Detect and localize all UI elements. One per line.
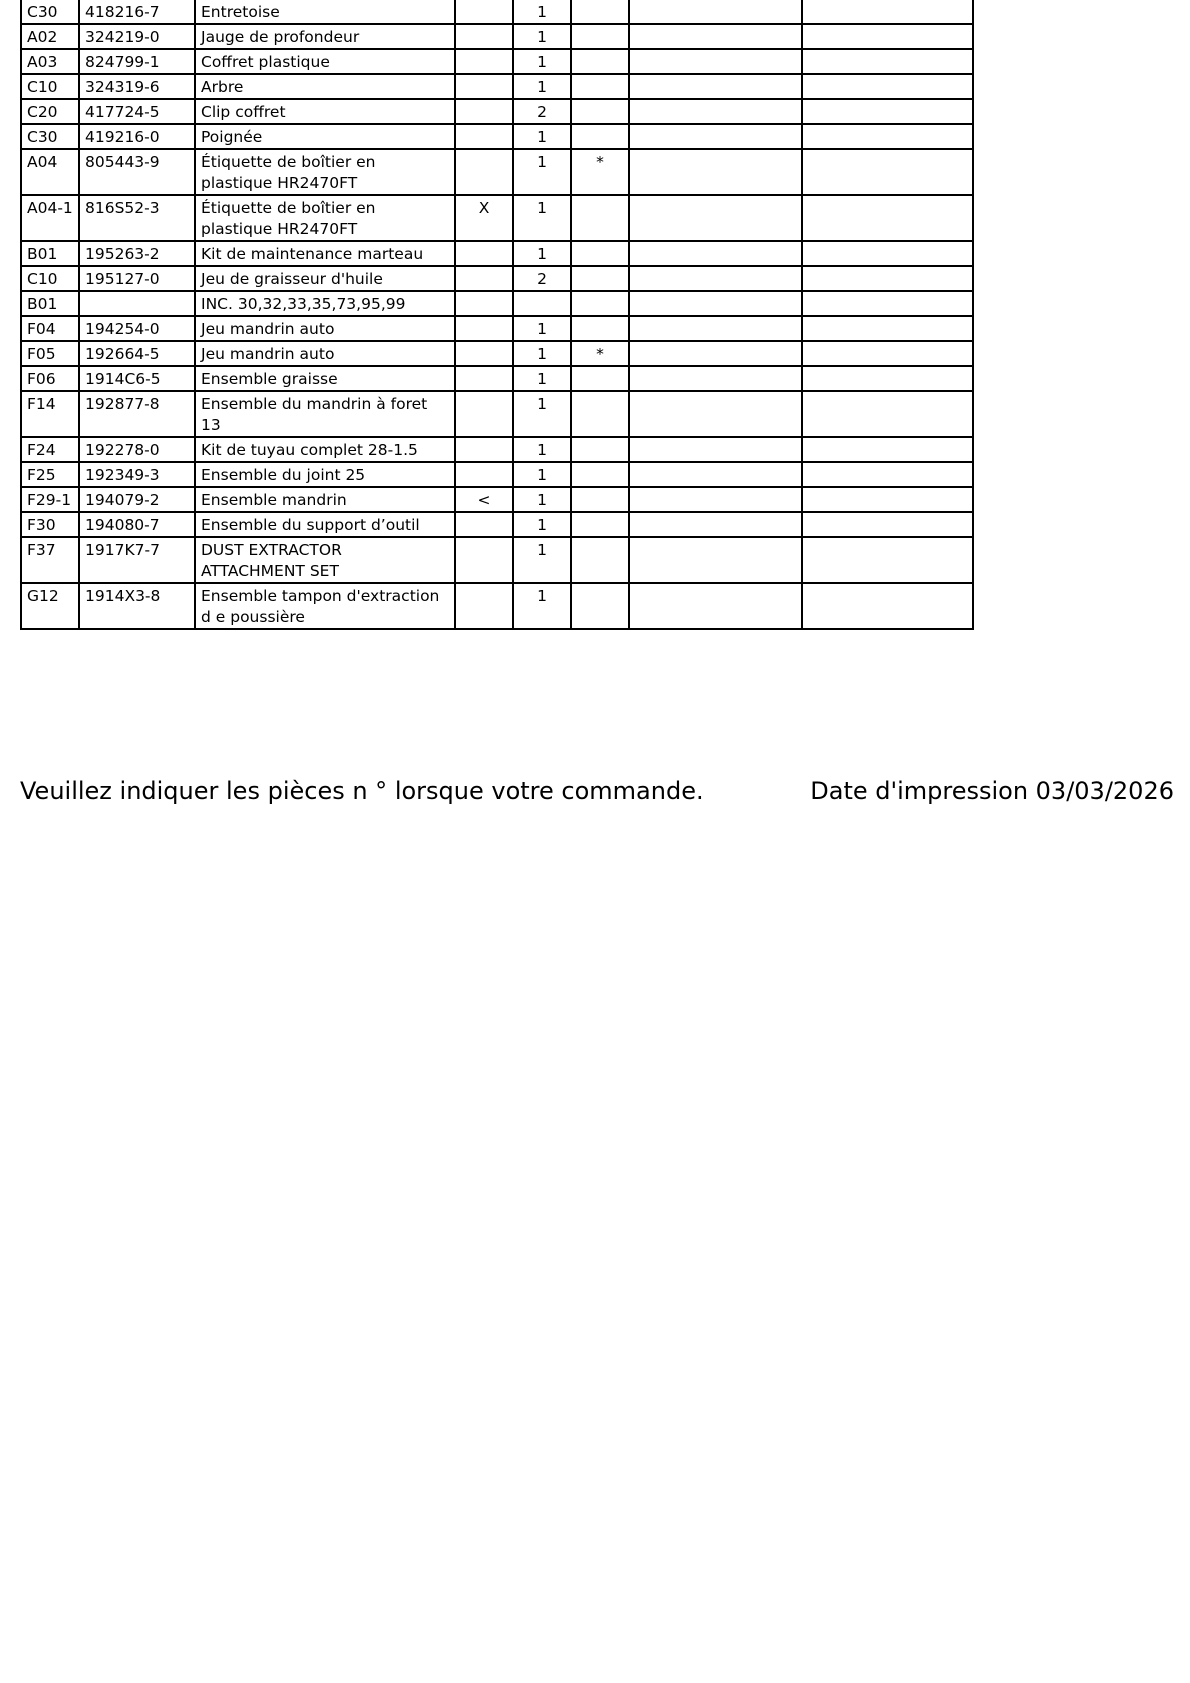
parts-table <box>20 0 974 630</box>
table-row <box>21 583 973 629</box>
note-cell <box>571 99 629 124</box>
quantity-cell: 1 <box>513 24 571 49</box>
description-cell: Ensemble graisse <box>195 366 455 391</box>
description-cell: Jeu mandrin auto <box>195 341 455 366</box>
blank-cell <box>629 149 802 195</box>
table-row <box>21 462 973 487</box>
description-cell: Arbre <box>195 74 455 99</box>
description-cell: Poignée <box>195 124 455 149</box>
blank-cell <box>802 0 973 24</box>
table-row <box>21 316 973 341</box>
blank-cell <box>802 316 973 341</box>
description-cell: Coffret plastique <box>195 49 455 74</box>
blank-cell <box>802 366 973 391</box>
note-cell <box>571 462 629 487</box>
flag-cell <box>455 316 513 341</box>
quantity-cell: 1 <box>513 512 571 537</box>
note-cell <box>571 366 629 391</box>
note-cell <box>571 241 629 266</box>
blank-cell <box>802 437 973 462</box>
part-number-cell: 194080-7 <box>79 512 195 537</box>
part-number-cell: 417724-5 <box>79 99 195 124</box>
part-number-cell: 324219-0 <box>79 24 195 49</box>
flag-cell <box>455 512 513 537</box>
note-cell <box>571 0 629 24</box>
blank-cell <box>629 291 802 316</box>
blank-cell <box>629 487 802 512</box>
order-instruction-text: Veuillez indiquer les pièces n ° lorsque votre commande. <box>20 777 704 805</box>
ref-cell: B01 <box>21 291 79 316</box>
ref-cell: F05 <box>21 341 79 366</box>
note-cell <box>571 195 629 241</box>
table-row <box>21 512 973 537</box>
quantity-cell: 1 <box>513 241 571 266</box>
description-cell: Ensemble du joint 25 <box>195 462 455 487</box>
part-number-cell: 816S52-3 <box>79 195 195 241</box>
part-number-cell: 195263-2 <box>79 241 195 266</box>
blank-cell <box>629 583 802 629</box>
table-row <box>21 437 973 462</box>
note-cell <box>571 266 629 291</box>
part-number-cell: 418216-7 <box>79 0 195 24</box>
flag-cell <box>455 537 513 583</box>
quantity-cell: 1 <box>513 366 571 391</box>
note-cell <box>571 291 629 316</box>
flag-cell: X <box>455 195 513 241</box>
description-cell: Clip coffret <box>195 99 455 124</box>
note-cell <box>571 74 629 99</box>
ref-cell: A03 <box>21 49 79 74</box>
part-number-cell: 824799-1 <box>79 49 195 74</box>
part-number-cell: 192349-3 <box>79 462 195 487</box>
note-cell <box>571 316 629 341</box>
flag-cell <box>455 437 513 462</box>
part-number-cell: 324319-6 <box>79 74 195 99</box>
quantity-cell: 1 <box>513 0 571 24</box>
description-cell: INC. 30,32,33,35,73,95,99 <box>195 291 455 316</box>
ref-cell: F06 <box>21 366 79 391</box>
flag-cell <box>455 291 513 316</box>
blank-cell <box>629 241 802 266</box>
part-number-cell: 192877-8 <box>79 391 195 437</box>
table-row <box>21 241 973 266</box>
flag-cell <box>455 149 513 195</box>
description-cell: Ensemble du mandrin à foret 13 <box>195 391 455 437</box>
quantity-cell: 1 <box>513 437 571 462</box>
blank-cell <box>629 462 802 487</box>
flag-cell <box>455 366 513 391</box>
description-cell: Jeu de graisseur d'huile <box>195 266 455 291</box>
quantity-cell: 1 <box>513 391 571 437</box>
blank-cell <box>802 241 973 266</box>
flag-cell <box>455 266 513 291</box>
blank-cell <box>802 266 973 291</box>
table-row <box>21 149 973 195</box>
part-number-cell: 1917K7-7 <box>79 537 195 583</box>
note-cell <box>571 49 629 74</box>
quantity-cell: 1 <box>513 74 571 99</box>
part-number-cell: 805443-9 <box>79 149 195 195</box>
table-row <box>21 124 973 149</box>
quantity-cell: 1 <box>513 316 571 341</box>
description-cell: Ensemble du support d’outil <box>195 512 455 537</box>
blank-cell <box>802 24 973 49</box>
blank-cell <box>802 583 973 629</box>
print-date-text: Date d'impression 03/03/2026 <box>810 777 1174 805</box>
note-cell <box>571 437 629 462</box>
note-cell <box>571 391 629 437</box>
ref-cell: G12 <box>21 583 79 629</box>
blank-cell <box>629 24 802 49</box>
description-cell: Étiquette de boîtier en plastique HR2470FT <box>195 149 455 195</box>
quantity-cell: 1 <box>513 341 571 366</box>
blank-cell <box>629 49 802 74</box>
blank-cell <box>802 99 973 124</box>
table-row <box>21 99 973 124</box>
table-row <box>21 24 973 49</box>
blank-cell <box>629 316 802 341</box>
table-row <box>21 366 973 391</box>
blank-cell <box>802 195 973 241</box>
blank-cell <box>629 341 802 366</box>
part-number-cell: 195127-0 <box>79 266 195 291</box>
quantity-cell: 1 <box>513 537 571 583</box>
flag-cell <box>455 24 513 49</box>
part-number-cell: 1914C6-5 <box>79 366 195 391</box>
part-number-cell: 419216-0 <box>79 124 195 149</box>
quantity-cell: 1 <box>513 49 571 74</box>
table-row <box>21 74 973 99</box>
description-cell: Jauge de profondeur <box>195 24 455 49</box>
note-cell <box>571 124 629 149</box>
description-cell: Étiquette de boîtier en plastique HR2470FT <box>195 195 455 241</box>
table-row <box>21 291 973 316</box>
description-cell: Entretoise <box>195 0 455 24</box>
ref-cell: F37 <box>21 537 79 583</box>
table-row <box>21 195 973 241</box>
ref-cell: C30 <box>21 0 79 24</box>
table-row <box>21 537 973 583</box>
table-row <box>21 341 973 366</box>
quantity-cell: 1 <box>513 124 571 149</box>
flag-cell <box>455 241 513 266</box>
description-cell: Kit de maintenance marteau <box>195 241 455 266</box>
blank-cell <box>629 74 802 99</box>
quantity-cell: 1 <box>513 149 571 195</box>
quantity-cell: 1 <box>513 195 571 241</box>
part-number-cell: 194254-0 <box>79 316 195 341</box>
note-cell <box>571 24 629 49</box>
blank-cell <box>629 124 802 149</box>
part-number-cell: 194079-2 <box>79 487 195 512</box>
flag-cell: < <box>455 487 513 512</box>
ref-cell: F14 <box>21 391 79 437</box>
blank-cell <box>802 462 973 487</box>
description-cell: Ensemble tampon d'extraction d e poussière <box>195 583 455 629</box>
part-number-cell <box>79 291 195 316</box>
flag-cell <box>455 99 513 124</box>
ref-cell: F04 <box>21 316 79 341</box>
quantity-cell: 1 <box>513 487 571 512</box>
blank-cell <box>629 99 802 124</box>
blank-cell <box>802 537 973 583</box>
part-number-cell: 1914X3-8 <box>79 583 195 629</box>
description-cell: DUST EXTRACTOR ATTACHMENT SET <box>195 537 455 583</box>
blank-cell <box>629 195 802 241</box>
quantity-cell <box>513 291 571 316</box>
ref-cell: F24 <box>21 437 79 462</box>
table-row <box>21 49 973 74</box>
blank-cell <box>629 266 802 291</box>
blank-cell <box>629 391 802 437</box>
description-cell: Ensemble mandrin <box>195 487 455 512</box>
description-cell: Jeu mandrin auto <box>195 316 455 341</box>
ref-cell: F30 <box>21 512 79 537</box>
note-cell <box>571 487 629 512</box>
ref-cell: C20 <box>21 99 79 124</box>
table-row <box>21 391 973 437</box>
parts-table-body <box>21 0 973 629</box>
part-number-cell: 192278-0 <box>79 437 195 462</box>
blank-cell <box>629 512 802 537</box>
ref-cell: A04-1 <box>21 195 79 241</box>
blank-cell <box>802 391 973 437</box>
ref-cell: A04 <box>21 149 79 195</box>
note-cell: * <box>571 341 629 366</box>
ref-cell: C30 <box>21 124 79 149</box>
ref-cell: C10 <box>21 74 79 99</box>
ref-cell: B01 <box>21 241 79 266</box>
flag-cell <box>455 124 513 149</box>
note-cell <box>571 512 629 537</box>
ref-cell: F29-1 <box>21 487 79 512</box>
ref-cell: C10 <box>21 266 79 291</box>
flag-cell <box>455 341 513 366</box>
blank-cell <box>629 437 802 462</box>
table-row <box>21 266 973 291</box>
ref-cell: A02 <box>21 24 79 49</box>
quantity-cell: 1 <box>513 583 571 629</box>
quantity-cell: 2 <box>513 99 571 124</box>
note-cell: * <box>571 149 629 195</box>
blank-cell <box>802 74 973 99</box>
table-row <box>21 487 973 512</box>
note-cell <box>571 583 629 629</box>
quantity-cell: 1 <box>513 462 571 487</box>
description-cell: Kit de tuyau complet 28-1.5 <box>195 437 455 462</box>
blank-cell <box>802 487 973 512</box>
flag-cell <box>455 462 513 487</box>
part-number-cell: 192664-5 <box>79 341 195 366</box>
blank-cell <box>802 512 973 537</box>
blank-cell <box>802 291 973 316</box>
flag-cell <box>455 74 513 99</box>
flag-cell <box>455 583 513 629</box>
blank-cell <box>802 49 973 74</box>
flag-cell <box>455 391 513 437</box>
table-row <box>21 0 973 24</box>
blank-cell <box>629 537 802 583</box>
quantity-cell: 2 <box>513 266 571 291</box>
blank-cell <box>802 341 973 366</box>
blank-cell <box>629 366 802 391</box>
blank-cell <box>629 0 802 24</box>
ref-cell: F25 <box>21 462 79 487</box>
flag-cell <box>455 49 513 74</box>
note-cell <box>571 537 629 583</box>
blank-cell <box>802 124 973 149</box>
blank-cell <box>802 149 973 195</box>
flag-cell <box>455 0 513 24</box>
